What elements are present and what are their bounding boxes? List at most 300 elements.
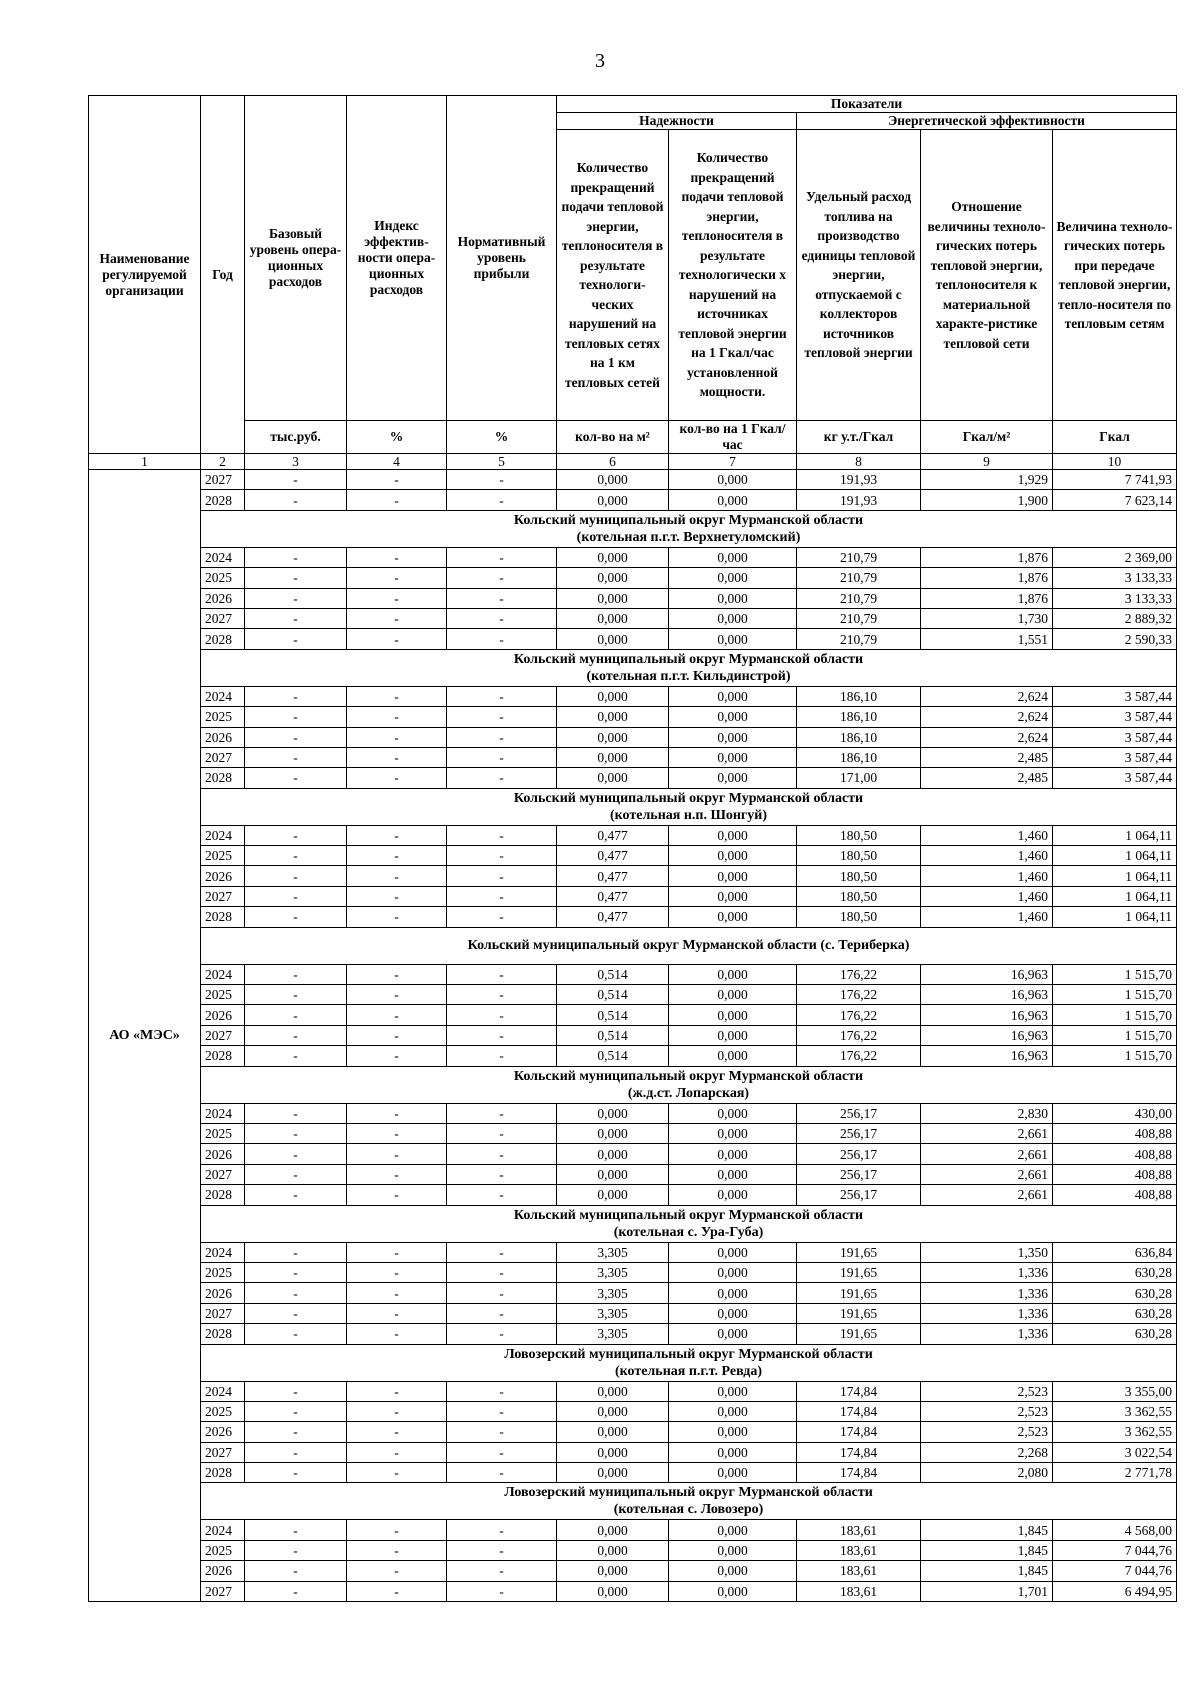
value-cell: 1,876 xyxy=(921,568,1053,588)
dash-cell: - xyxy=(347,727,447,747)
dash-cell: - xyxy=(245,1324,347,1344)
section-title-cell xyxy=(201,1066,1177,1103)
value-cell: 186,10 xyxy=(797,707,921,727)
dash-cell: - xyxy=(347,1324,447,1344)
dash-cell: - xyxy=(347,1185,447,1205)
dash-cell: - xyxy=(347,985,447,1005)
dash-cell: - xyxy=(245,629,347,649)
year-cell: 2028 xyxy=(201,1185,245,1205)
value-cell: 0,000 xyxy=(557,1463,669,1483)
value-cell: 176,22 xyxy=(797,1025,921,1045)
section-title-cell xyxy=(201,1205,1177,1242)
value-cell: 408,88 xyxy=(1053,1185,1177,1205)
column-number-cell: 7 xyxy=(669,454,797,470)
section-title: Кольский муниципальный округ Мурманской области xyxy=(513,1068,864,1084)
value-cell: 176,22 xyxy=(797,964,921,984)
value-cell: 0,000 xyxy=(669,1144,797,1164)
table-row xyxy=(89,1262,1177,1282)
value-cell: 1 515,70 xyxy=(1053,964,1177,984)
column-number-cell: 3 xyxy=(245,454,347,470)
value-cell: 0,000 xyxy=(669,490,797,510)
year-cell: 2025 xyxy=(201,1262,245,1282)
dash-cell: - xyxy=(447,1144,557,1164)
dash-cell: - xyxy=(245,886,347,906)
dash-cell: - xyxy=(447,1046,557,1066)
value-cell: 3 355,00 xyxy=(1053,1381,1177,1401)
table-row xyxy=(89,1520,1177,1540)
header-organization: Наименование регулируемой организации xyxy=(89,96,201,454)
table-row xyxy=(89,1463,1177,1483)
dash-cell: - xyxy=(245,1561,347,1581)
column-number-row xyxy=(89,454,1177,470)
table-row xyxy=(89,1144,1177,1164)
header-reliability: Надежности xyxy=(557,113,797,130)
dash-cell: - xyxy=(347,1422,447,1442)
year-cell: 2025 xyxy=(201,707,245,727)
dash-cell: - xyxy=(347,1401,447,1421)
unit-cell: % xyxy=(347,421,447,454)
year-cell: 2025 xyxy=(201,1401,245,1421)
value-cell: 1 064,11 xyxy=(1053,907,1177,927)
dash-cell: - xyxy=(447,866,557,886)
value-cell: 7 044,76 xyxy=(1053,1561,1177,1581)
dash-cell: - xyxy=(347,1520,447,1540)
dash-cell: - xyxy=(245,985,347,1005)
dash-cell: - xyxy=(245,1144,347,1164)
dash-cell: - xyxy=(347,1103,447,1123)
value-cell: 1,460 xyxy=(921,886,1053,906)
value-cell: 1,350 xyxy=(921,1242,1053,1262)
value-cell: 0,000 xyxy=(669,1283,797,1303)
value-cell: 186,10 xyxy=(797,686,921,706)
dash-cell: - xyxy=(245,470,347,490)
table-row xyxy=(89,825,1177,845)
dash-cell: - xyxy=(447,846,557,866)
unit-cell: Гкал/м² xyxy=(921,421,1053,454)
value-cell: 180,50 xyxy=(797,886,921,906)
table-row xyxy=(89,985,1177,1005)
year-cell: 2024 xyxy=(201,1520,245,1540)
value-cell: 186,10 xyxy=(797,727,921,747)
value-cell: 0,477 xyxy=(557,907,669,927)
value-cell: 1,900 xyxy=(921,490,1053,510)
table-row xyxy=(89,1561,1177,1581)
value-cell: 1,551 xyxy=(921,629,1053,649)
value-cell: 0,514 xyxy=(557,1046,669,1066)
table-row xyxy=(89,1303,1177,1323)
value-cell: 2,661 xyxy=(921,1144,1053,1164)
value-cell: 0,000 xyxy=(669,568,797,588)
value-cell: 0,000 xyxy=(557,1144,669,1164)
section-header-row xyxy=(89,1066,1177,1103)
year-cell: 2027 xyxy=(201,747,245,767)
value-cell: 1,336 xyxy=(921,1324,1053,1344)
dash-cell: - xyxy=(447,1242,557,1262)
section-subtitle: (котельная п.г.т. Верхнетуломский) xyxy=(576,529,801,545)
table-body xyxy=(89,470,1177,1602)
value-cell: 0,000 xyxy=(557,568,669,588)
table-row xyxy=(89,470,1177,490)
value-cell: 256,17 xyxy=(797,1144,921,1164)
table-row xyxy=(89,1540,1177,1560)
header-base-level: Базовый уровень опера-ционных расходов xyxy=(245,96,347,421)
year-cell: 2028 xyxy=(201,1324,245,1344)
dash-cell: - xyxy=(447,547,557,567)
value-cell: 0,000 xyxy=(557,1561,669,1581)
header-normative-profit: Нормативный уровень прибыли xyxy=(447,96,557,421)
year-cell: 2027 xyxy=(201,1303,245,1323)
value-cell: 3 587,44 xyxy=(1053,707,1177,727)
value-cell: 2,624 xyxy=(921,686,1053,706)
value-cell: 0,000 xyxy=(669,964,797,984)
value-cell: 0,000 xyxy=(669,608,797,628)
value-cell: 0,000 xyxy=(669,825,797,845)
dash-cell: - xyxy=(347,1046,447,1066)
value-cell: 0,000 xyxy=(669,1463,797,1483)
dash-cell: - xyxy=(347,1144,447,1164)
value-cell: 0,000 xyxy=(669,1025,797,1045)
value-cell: 0,000 xyxy=(557,686,669,706)
value-cell: 174,84 xyxy=(797,1401,921,1421)
dash-cell: - xyxy=(447,707,557,727)
value-cell: 1 064,11 xyxy=(1053,825,1177,845)
dash-cell: - xyxy=(347,629,447,649)
section-title-cell xyxy=(201,1483,1177,1520)
column-number-cell: 5 xyxy=(447,454,557,470)
value-cell: 2 369,00 xyxy=(1053,547,1177,567)
dash-cell: - xyxy=(245,1103,347,1123)
section-header-row xyxy=(89,788,1177,825)
table-row xyxy=(89,1164,1177,1184)
value-cell: 0,000 xyxy=(669,1581,797,1601)
header-indicators: Показатели xyxy=(557,96,1177,113)
section-title-cell xyxy=(201,927,1177,964)
value-cell: 430,00 xyxy=(1053,1103,1177,1123)
section-header-row xyxy=(89,1483,1177,1520)
header-col8: Удельный расход топлива на производство единицы тепловой энергии, отпускаемой с коллекторов источников тепловой энергии xyxy=(797,130,921,421)
section-subtitle: (ж.д.ст. Лопарская) xyxy=(627,1085,750,1101)
section-title: Кольский муниципальный округ Мурманской области xyxy=(513,1207,864,1223)
section-subtitle: (котельная н.п. Шонгуй) xyxy=(610,807,768,823)
header-col7: Количество прекращений подачи тепловой энергии, теплоносителя в результате технологически х нарушений на источниках тепловой энергии на 1 Гкал/час установленной мощности. xyxy=(669,130,797,421)
value-cell: 0,000 xyxy=(669,1561,797,1581)
value-cell: 1,460 xyxy=(921,825,1053,845)
dash-cell: - xyxy=(447,1283,557,1303)
value-cell: 0,000 xyxy=(669,985,797,1005)
value-cell: 636,84 xyxy=(1053,1242,1177,1262)
dash-cell: - xyxy=(447,490,557,510)
dash-cell: - xyxy=(347,768,447,788)
value-cell: 0,000 xyxy=(669,1046,797,1066)
value-cell: 0,000 xyxy=(669,629,797,649)
dash-cell: - xyxy=(347,1283,447,1303)
page-number: 3 xyxy=(595,50,605,72)
table-row xyxy=(89,1442,1177,1462)
value-cell: 2,523 xyxy=(921,1381,1053,1401)
dash-cell: - xyxy=(447,985,557,1005)
dash-cell: - xyxy=(245,1185,347,1205)
value-cell: 174,84 xyxy=(797,1422,921,1442)
value-cell: 1,845 xyxy=(921,1540,1053,1560)
value-cell: 2 590,33 xyxy=(1053,629,1177,649)
table-row xyxy=(89,727,1177,747)
value-cell: 183,61 xyxy=(797,1540,921,1560)
table-row xyxy=(89,686,1177,706)
value-cell: 0,000 xyxy=(669,846,797,866)
table-row xyxy=(89,1324,1177,1344)
header-efficiency-index: Индекс эффектив-ности опера-ционных расходов xyxy=(347,96,447,421)
value-cell: 2,624 xyxy=(921,727,1053,747)
table-row xyxy=(89,608,1177,628)
value-cell: 2,268 xyxy=(921,1442,1053,1462)
dash-cell: - xyxy=(447,629,557,649)
value-cell: 0,000 xyxy=(669,686,797,706)
year-cell: 2024 xyxy=(201,1242,245,1262)
value-cell: 3 587,44 xyxy=(1053,727,1177,747)
dash-cell: - xyxy=(347,1242,447,1262)
value-cell: 1,730 xyxy=(921,608,1053,628)
value-cell: 0,000 xyxy=(557,727,669,747)
table-row xyxy=(89,747,1177,767)
column-number-cell: 10 xyxy=(1053,454,1177,470)
value-cell: 0,000 xyxy=(669,470,797,490)
dash-cell: - xyxy=(245,1164,347,1184)
value-cell: 0,000 xyxy=(557,1185,669,1205)
table-row xyxy=(89,1401,1177,1421)
value-cell: 0,514 xyxy=(557,964,669,984)
dash-cell: - xyxy=(347,846,447,866)
value-cell: 2 889,32 xyxy=(1053,608,1177,628)
value-cell: 2,830 xyxy=(921,1103,1053,1123)
dash-cell: - xyxy=(347,686,447,706)
header-energy-efficiency: Энергетической эффективности xyxy=(797,113,1177,130)
value-cell: 3,305 xyxy=(557,1303,669,1323)
value-cell: 0,000 xyxy=(557,1520,669,1540)
value-cell: 0,000 xyxy=(669,1005,797,1025)
dash-cell: - xyxy=(245,1463,347,1483)
value-cell: 1,876 xyxy=(921,588,1053,608)
value-cell: 183,61 xyxy=(797,1561,921,1581)
dash-cell: - xyxy=(347,1463,447,1483)
dash-cell: - xyxy=(245,866,347,886)
value-cell: 408,88 xyxy=(1053,1123,1177,1143)
value-cell: 1 515,70 xyxy=(1053,985,1177,1005)
dash-cell: - xyxy=(347,1540,447,1560)
value-cell: 2,485 xyxy=(921,768,1053,788)
year-cell: 2024 xyxy=(201,547,245,567)
value-cell: 174,84 xyxy=(797,1463,921,1483)
dash-cell: - xyxy=(447,1005,557,1025)
section-header-row xyxy=(89,1205,1177,1242)
dash-cell: - xyxy=(447,1422,557,1442)
dash-cell: - xyxy=(447,1442,557,1462)
dash-cell: - xyxy=(347,747,447,767)
value-cell: 0,000 xyxy=(669,1262,797,1282)
dash-cell: - xyxy=(447,1103,557,1123)
dash-cell: - xyxy=(245,490,347,510)
value-cell: 0,000 xyxy=(669,1242,797,1262)
dash-cell: - xyxy=(347,547,447,567)
value-cell: 256,17 xyxy=(797,1185,921,1205)
table-row xyxy=(89,846,1177,866)
table-row xyxy=(89,1381,1177,1401)
value-cell: 191,93 xyxy=(797,470,921,490)
value-cell: 1,336 xyxy=(921,1303,1053,1323)
dash-cell: - xyxy=(245,1123,347,1143)
year-cell: 2026 xyxy=(201,1005,245,1025)
dash-cell: - xyxy=(347,470,447,490)
section-title-cell xyxy=(201,510,1177,547)
value-cell: 3 022,54 xyxy=(1053,1442,1177,1462)
section-header-row xyxy=(89,649,1177,686)
dash-cell: - xyxy=(447,1123,557,1143)
indicators-table-wrapper xyxy=(88,95,1176,1602)
value-cell: 1,929 xyxy=(921,470,1053,490)
value-cell: 0,000 xyxy=(557,747,669,767)
value-cell: 408,88 xyxy=(1053,1144,1177,1164)
dash-cell: - xyxy=(347,1381,447,1401)
value-cell: 0,514 xyxy=(557,1005,669,1025)
header-year: Год xyxy=(201,96,245,454)
value-cell: 3,305 xyxy=(557,1283,669,1303)
year-cell: 2027 xyxy=(201,1581,245,1601)
dash-cell: - xyxy=(447,1025,557,1045)
year-cell: 2025 xyxy=(201,846,245,866)
value-cell: 191,65 xyxy=(797,1324,921,1344)
value-cell: 0,000 xyxy=(557,470,669,490)
value-cell: 210,79 xyxy=(797,608,921,628)
table-row xyxy=(89,1025,1177,1045)
value-cell: 3 362,55 xyxy=(1053,1422,1177,1442)
year-cell: 2027 xyxy=(201,886,245,906)
dash-cell: - xyxy=(245,1381,347,1401)
dash-cell: - xyxy=(447,1324,557,1344)
value-cell: 0,000 xyxy=(669,1540,797,1560)
value-cell: 16,963 xyxy=(921,985,1053,1005)
value-cell: 4 568,00 xyxy=(1053,1520,1177,1540)
value-cell: 1,460 xyxy=(921,846,1053,866)
value-cell: 1,845 xyxy=(921,1561,1053,1581)
dash-cell: - xyxy=(447,608,557,628)
unit-cell: тыс.руб. xyxy=(245,421,347,454)
value-cell: 1 064,11 xyxy=(1053,846,1177,866)
dash-cell: - xyxy=(245,747,347,767)
header-col10: Величина техноло-гических потерь при передаче тепловой энергии, тепло-носителя по тепловым сетям xyxy=(1053,130,1177,421)
section-subtitle: (котельная п.г.т. Кильдинстрой) xyxy=(586,668,791,684)
dash-cell: - xyxy=(245,907,347,927)
table-row xyxy=(89,1123,1177,1143)
value-cell: 16,963 xyxy=(921,1025,1053,1045)
value-cell: 210,79 xyxy=(797,629,921,649)
year-cell: 2028 xyxy=(201,490,245,510)
dash-cell: - xyxy=(347,1123,447,1143)
table-row xyxy=(89,886,1177,906)
value-cell: 3 587,44 xyxy=(1053,768,1177,788)
header-col6: Количество прекращений подачи тепловой энергии, теплоносителя в результате технологи-ческих нарушений на тепловых сетях на 1 км тепловых сетей xyxy=(557,130,669,421)
value-cell: 1,845 xyxy=(921,1520,1053,1540)
section-title: Кольский муниципальный округ Мурманской области xyxy=(513,790,864,806)
table-row xyxy=(89,1242,1177,1262)
value-cell: 0,000 xyxy=(557,1381,669,1401)
table-row xyxy=(89,866,1177,886)
dash-cell: - xyxy=(245,1581,347,1601)
dash-cell: - xyxy=(347,588,447,608)
value-cell: 2 771,78 xyxy=(1053,1463,1177,1483)
value-cell: 16,963 xyxy=(921,964,1053,984)
value-cell: 0,000 xyxy=(669,747,797,767)
value-cell: 0,000 xyxy=(557,588,669,608)
dash-cell: - xyxy=(245,1401,347,1421)
value-cell: 176,22 xyxy=(797,1005,921,1025)
dash-cell: - xyxy=(447,1540,557,1560)
unit-cell: % xyxy=(447,421,557,454)
unit-cell: кол-во на м² xyxy=(557,421,669,454)
dash-cell: - xyxy=(347,1164,447,1184)
value-cell: 3 362,55 xyxy=(1053,1401,1177,1421)
value-cell: 191,93 xyxy=(797,490,921,510)
section-title: Ловозерский муниципальный округ Мурманской области xyxy=(504,1346,873,1362)
dash-cell: - xyxy=(447,886,557,906)
section-title: Кольский муниципальный округ Мурманской области xyxy=(513,512,864,528)
value-cell: 7 044,76 xyxy=(1053,1540,1177,1560)
dash-cell: - xyxy=(447,1581,557,1601)
value-cell: 630,28 xyxy=(1053,1283,1177,1303)
value-cell: 630,28 xyxy=(1053,1324,1177,1344)
value-cell: 0,000 xyxy=(669,707,797,727)
value-cell: 1 515,70 xyxy=(1053,1005,1177,1025)
year-cell: 2027 xyxy=(201,1025,245,1045)
value-cell: 7 741,93 xyxy=(1053,470,1177,490)
organization-cell: АО «МЭС» xyxy=(89,470,201,1602)
dash-cell: - xyxy=(245,1442,347,1462)
dash-cell: - xyxy=(447,1561,557,1581)
dash-cell: - xyxy=(347,1262,447,1282)
value-cell: 0,000 xyxy=(557,1422,669,1442)
value-cell: 0,000 xyxy=(557,547,669,567)
value-cell: 0,000 xyxy=(669,727,797,747)
section-title-cell xyxy=(201,1344,1177,1381)
table-row xyxy=(89,1005,1177,1025)
value-cell: 16,963 xyxy=(921,1046,1053,1066)
value-cell: 191,65 xyxy=(797,1262,921,1282)
year-cell: 2024 xyxy=(201,825,245,845)
year-cell: 2024 xyxy=(201,1381,245,1401)
value-cell: 7 623,14 xyxy=(1053,490,1177,510)
year-cell: 2026 xyxy=(201,1144,245,1164)
value-cell: 2,661 xyxy=(921,1185,1053,1205)
header-col9: Отношение величины техноло-гических потерь тепловой энергии, теплоносителя к материальной характе-ристике тепловой сети xyxy=(921,130,1053,421)
dash-cell: - xyxy=(447,568,557,588)
value-cell: 0,000 xyxy=(557,1442,669,1462)
value-cell: 3,305 xyxy=(557,1242,669,1262)
table-row xyxy=(89,1581,1177,1601)
table-row xyxy=(89,1046,1177,1066)
value-cell: 6 494,95 xyxy=(1053,1581,1177,1601)
dash-cell: - xyxy=(447,1401,557,1421)
table-row xyxy=(89,707,1177,727)
value-cell: 2,661 xyxy=(921,1123,1053,1143)
dash-cell: - xyxy=(447,1381,557,1401)
value-cell: 0,000 xyxy=(669,1123,797,1143)
dash-cell: - xyxy=(347,608,447,628)
dash-cell: - xyxy=(245,1520,347,1540)
year-cell: 2027 xyxy=(201,608,245,628)
value-cell: 180,50 xyxy=(797,907,921,927)
dash-cell: - xyxy=(245,686,347,706)
dash-cell: - xyxy=(447,727,557,747)
value-cell: 0,000 xyxy=(557,707,669,727)
table-row xyxy=(89,490,1177,510)
